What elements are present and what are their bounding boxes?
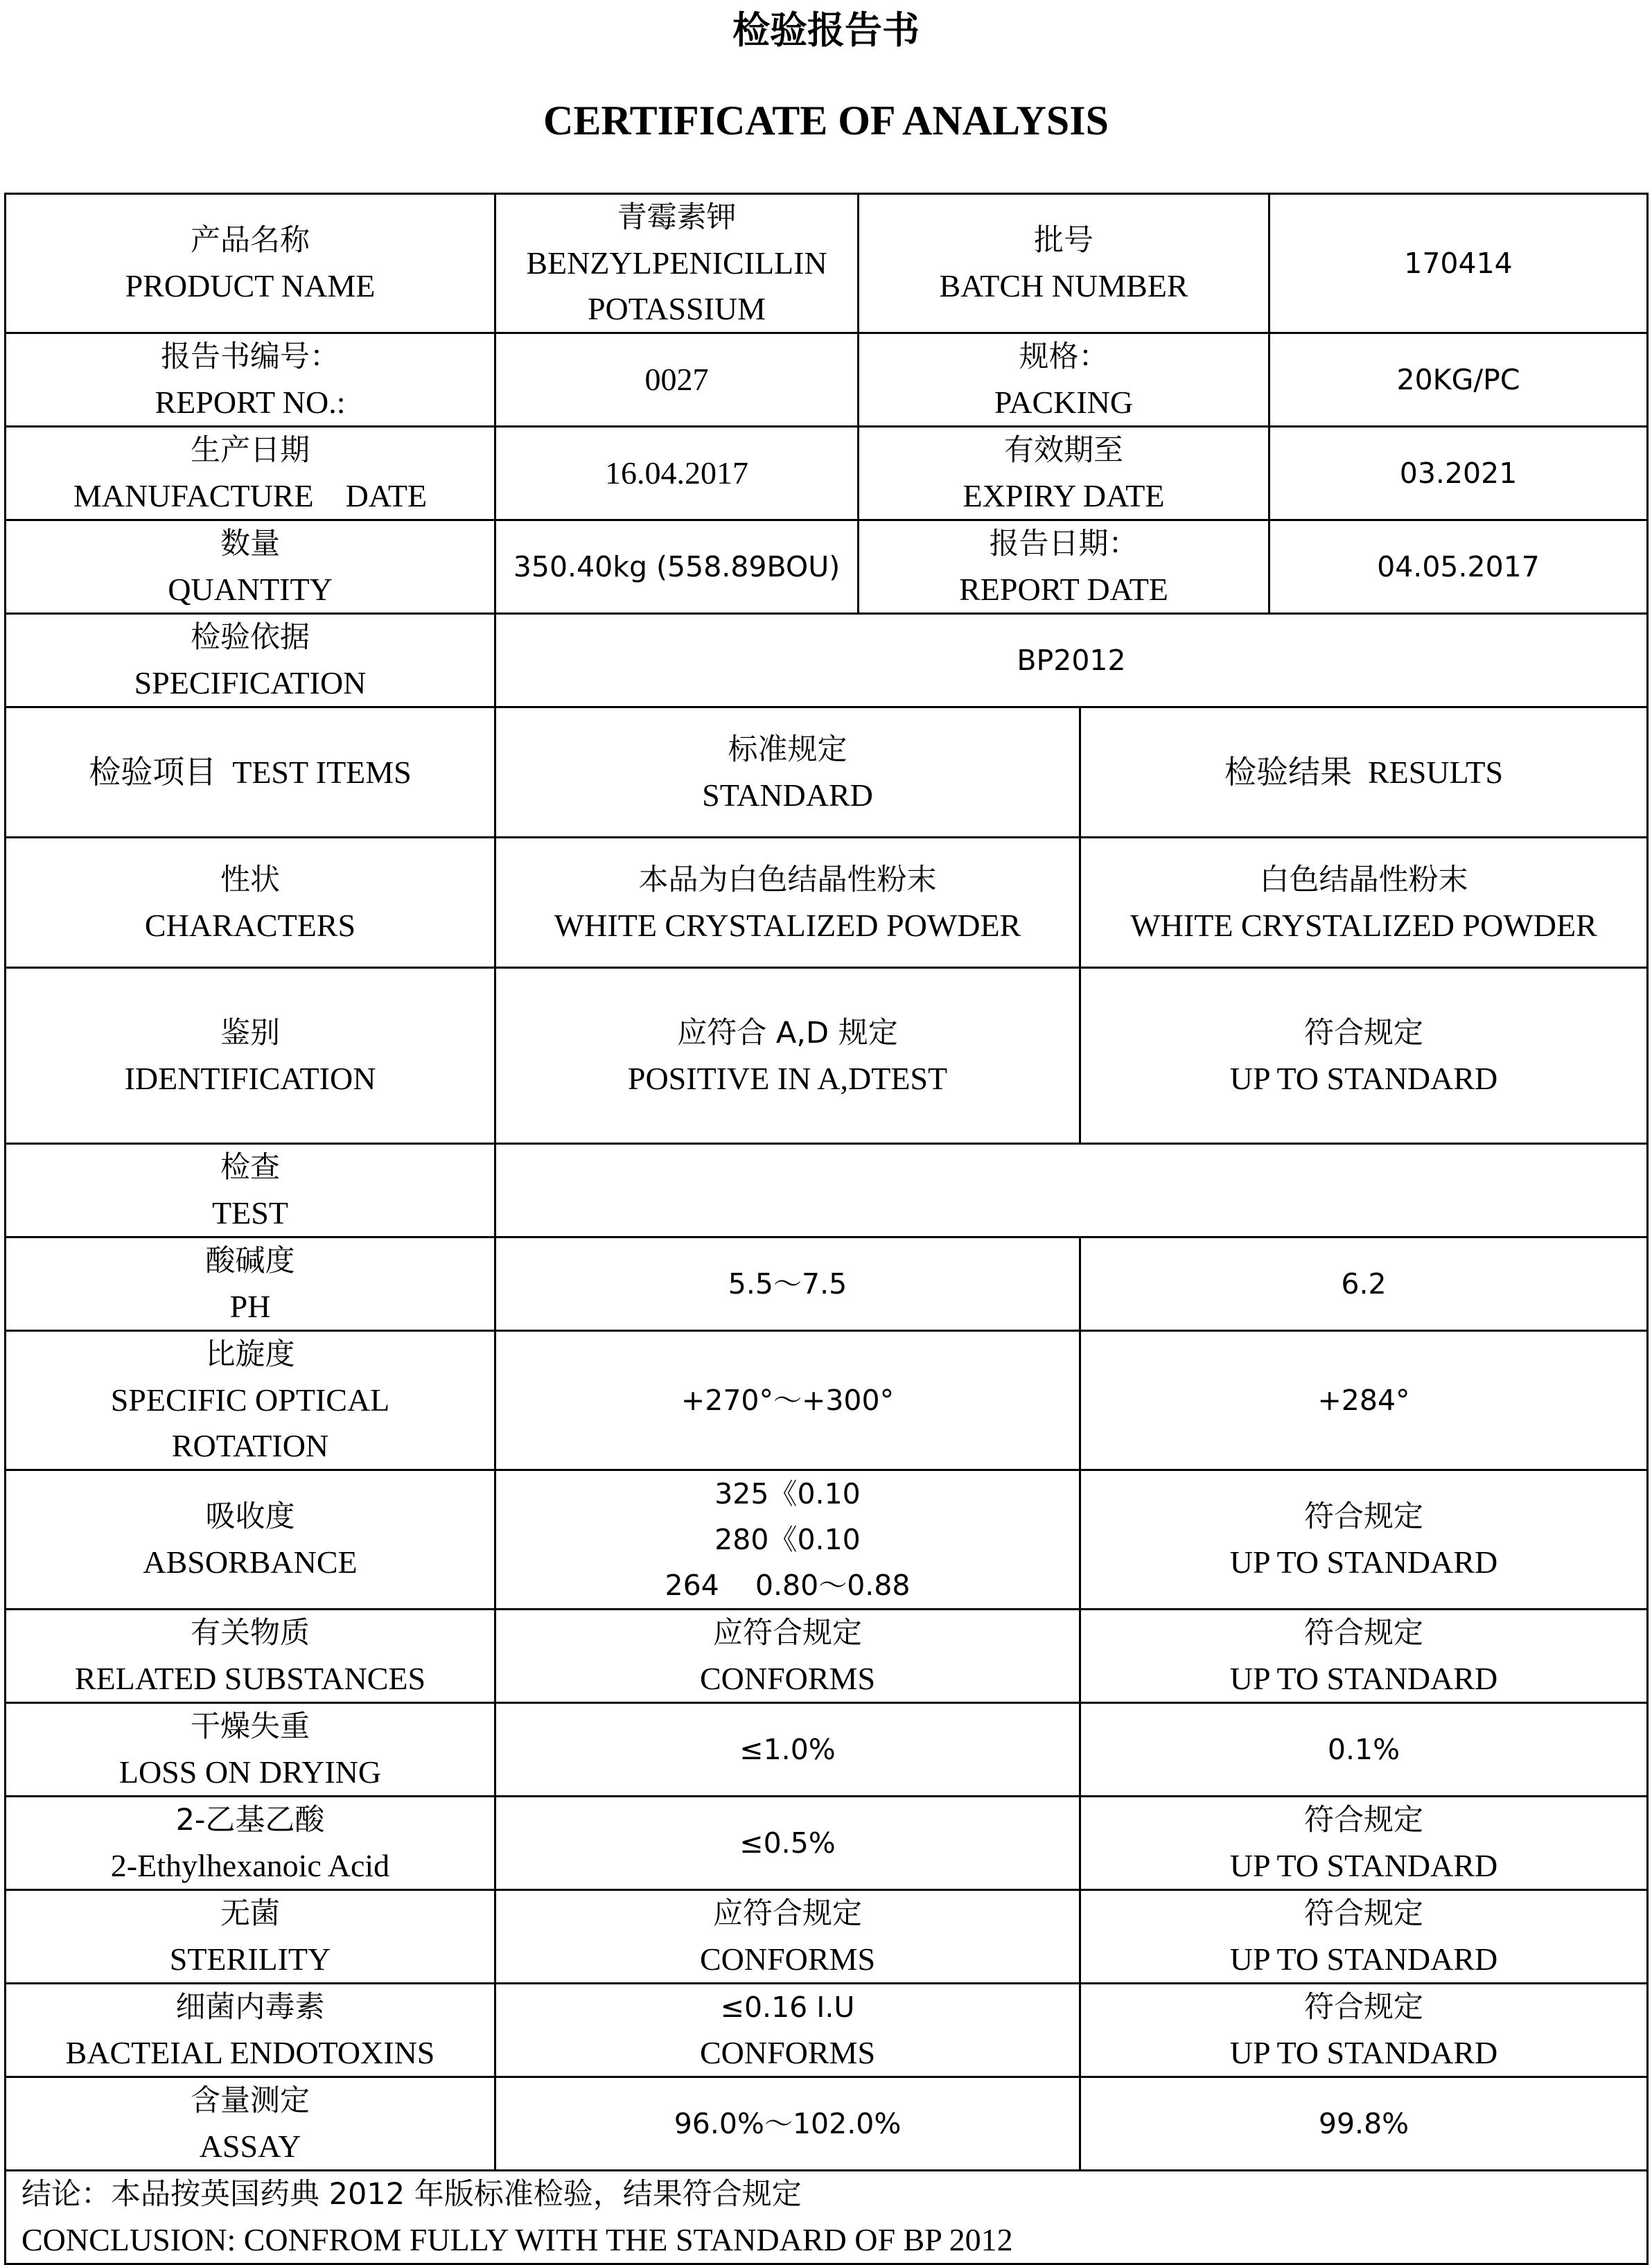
report-no-label: 报告书编号： REPORT NO.: (6, 333, 495, 427)
test-result: 99.8% (1080, 2077, 1648, 2171)
row-identification (6, 968, 1648, 1144)
test-result: 符合规定 UP TO STANDARD (1080, 1610, 1648, 1703)
test-result: 白色结晶性粉末 WHITE CRYSTALIZED POWDER (1080, 838, 1648, 968)
test-standard: 96.0%～102.0% (495, 2077, 1080, 2171)
row-ethylhexanoic-acid (6, 1797, 1648, 1890)
row-absorbance (6, 1470, 1648, 1610)
packing-value: 20KG/PC (1269, 333, 1648, 427)
document-title-cn: 检验报告书 (732, 8, 920, 52)
test-standard: 本品为白色结晶性粉末 WHITE CRYSTALIZED POWDER (495, 838, 1080, 968)
column-header-results: 检验结果 RESULTS (1080, 707, 1648, 838)
batch-number-label: 批号 BATCH NUMBER (859, 194, 1269, 333)
row-quantity (6, 520, 1648, 614)
test-name: 2-乙基乙酸 2-Ethylhexanoic Acid (6, 1797, 495, 1890)
test-result: 符合规定 UP TO STANDARD (1080, 1470, 1648, 1610)
row-test-section (6, 1144, 1648, 1237)
packing-label: 规格： PACKING (859, 333, 1269, 427)
test-standard: 5.5～7.5 (495, 1237, 1080, 1331)
conclusion (6, 2171, 1648, 2264)
test-name: 干燥失重 LOSS ON DRYING (6, 1703, 495, 1797)
quantity-label: 数量 QUANTITY (6, 520, 495, 614)
expiry-date-value: 03.2021 (1269, 427, 1648, 520)
conclusion-cn: 结论：本品按英国药典 2012 年版标准检验，结果符合规定 (21, 2177, 802, 2212)
test-result: 符合规定 UP TO STANDARD (1080, 1984, 1648, 2077)
test-name: 细菌内毒素 BACTEIAL ENDOTOXINS (6, 1984, 495, 2077)
conclusion-en: CONCLUSION: CONFROM FULLY WITH THE STANDARD OF BP 2012 (21, 2222, 1013, 2257)
row-report-no (6, 333, 1648, 427)
row-characters (6, 838, 1648, 968)
test-name: 鉴别 IDENTIFICATION (6, 968, 495, 1144)
row-manufacture-date (6, 427, 1648, 520)
product-name-label: 产品名称 PRODUCT NAME (6, 194, 495, 333)
test-name: 酸碱度 PH (6, 1237, 495, 1331)
row-sterility (6, 1890, 1648, 1984)
test-name: 无菌 STERILITY (6, 1890, 495, 1984)
test-result: 0.1% (1080, 1703, 1648, 1797)
test-section-label: 检查 TEST (6, 1144, 495, 1237)
row-product-name (6, 194, 1648, 333)
test-name: 性状 CHARACTERS (6, 838, 495, 968)
test-standard: +270°～+300° (495, 1331, 1080, 1470)
test-standard: ≤0.5% (495, 1797, 1080, 1890)
row-endotoxins (6, 1984, 1648, 2077)
report-no-value: 0027 (495, 333, 859, 427)
specification-value: BP2012 (495, 614, 1648, 707)
specification-label: 检验依据 SPECIFICATION (6, 614, 495, 707)
test-standard: 应符合规定 CONFORMS (495, 1610, 1080, 1703)
manufacture-date-value: 16.04.2017 (495, 427, 859, 520)
row-column-headers (6, 707, 1648, 838)
test-name: 吸收度 ABSORBANCE (6, 1470, 495, 1610)
test-standard: ≤1.0% (495, 1703, 1080, 1797)
document-title-en: CERTIFICATE OF ANALYSIS (543, 98, 1109, 143)
product-name-value: 青霉素钾 BENZYLPENICILLIN POTASSIUM (495, 194, 859, 333)
manufacture-date-label: 生产日期 MANUFACTURE DATE (6, 427, 495, 520)
row-specification (6, 614, 1648, 707)
expiry-date-label: 有效期至 EXPIRY DATE (859, 427, 1269, 520)
column-header-standard: 标准规定 STANDARD (495, 707, 1080, 838)
row-loss-on-drying (6, 1703, 1648, 1797)
test-standard: 应符合规定 CONFORMS (495, 1890, 1080, 1984)
test-result: 符合规定 UP TO STANDARD (1080, 1797, 1648, 1890)
row-conclusion (6, 2171, 1648, 2264)
certificate-table (4, 193, 1649, 2265)
quantity-value: 350.40kg (558.89BOU) (495, 520, 859, 614)
test-name: 比旋度 SPECIFIC OPTICAL ROTATION (6, 1331, 495, 1470)
row-related-substances (6, 1610, 1648, 1703)
test-result: 符合规定 UP TO STANDARD (1080, 1890, 1648, 1984)
row-optical-rotation (6, 1331, 1648, 1470)
test-name: 含量测定 ASSAY (6, 2077, 495, 2171)
test-standard: ≤0.16 I.U CONFORMS (495, 1984, 1080, 2077)
test-standard: 325《0.10 280《0.10 264 0.80～0.88 (495, 1470, 1080, 1610)
test-section-blank (495, 1144, 1648, 1237)
test-result: 符合规定 UP TO STANDARD (1080, 968, 1648, 1144)
row-ph (6, 1237, 1648, 1331)
batch-number-value: 170414 (1269, 194, 1648, 333)
test-result: 6.2 (1080, 1237, 1648, 1331)
test-standard: 应符合 A,D 规定 POSITIVE IN A,DTEST (495, 968, 1080, 1144)
report-date-value: 04.05.2017 (1269, 520, 1648, 614)
row-assay (6, 2077, 1648, 2171)
test-name: 有关物质 RELATED SUBSTANCES (6, 1610, 495, 1703)
report-date-label: 报告日期： REPORT DATE (859, 520, 1269, 614)
test-result: +284° (1080, 1331, 1648, 1470)
column-header-test-items: 检验项目 TEST ITEMS (6, 707, 495, 838)
